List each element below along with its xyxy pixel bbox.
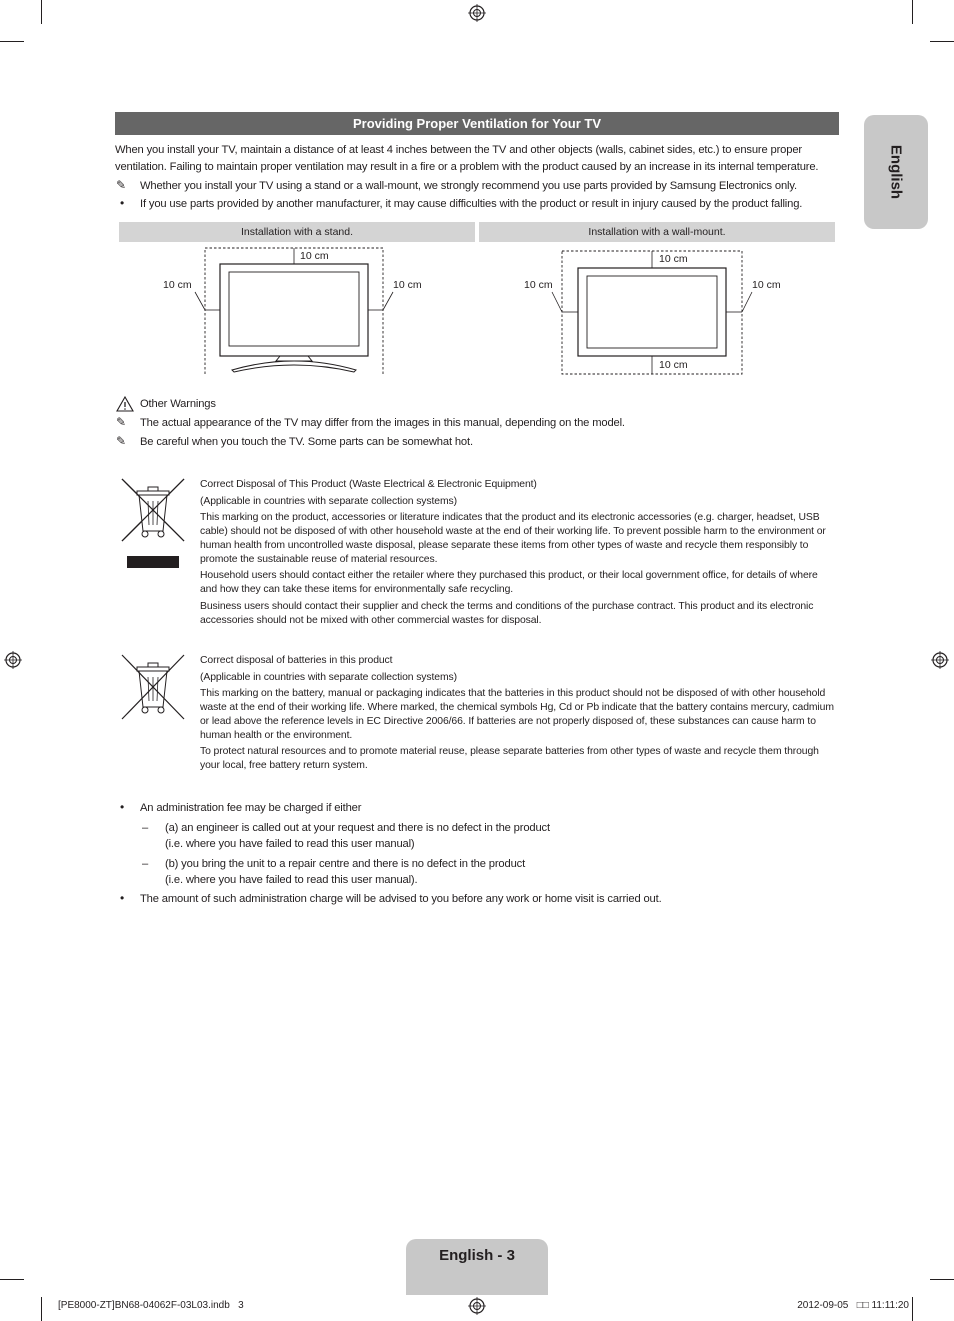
wall-right-distance: 10 cm bbox=[752, 279, 781, 291]
tv-wall-mount-diagram bbox=[510, 244, 800, 378]
registration-mark-icon bbox=[468, 1297, 486, 1315]
language-tab bbox=[864, 115, 928, 229]
crossed-out-bin-icon bbox=[120, 477, 186, 569]
crossed-out-battery-bin-icon bbox=[120, 653, 186, 721]
warning-item: Be careful when you touch the TV. Some parts can be somewhat hot. bbox=[140, 436, 473, 448]
battery-title: Correct disposal of batteries in this product bbox=[200, 655, 393, 666]
admin-condition-text: (i.e. where you have failed to read this user manual) bbox=[165, 838, 415, 850]
crop-mark bbox=[912, 1297, 913, 1321]
admin-condition-text: (i.e. where you have failed to read this user manual). bbox=[165, 874, 418, 886]
wall-left-distance: 10 cm bbox=[524, 279, 553, 291]
crop-mark bbox=[930, 41, 954, 42]
note-icon: ✎ bbox=[116, 434, 127, 448]
diagram-stand-title: Installation with a stand. bbox=[119, 222, 475, 242]
diagram-wall-title: Installation with a wall-mount. bbox=[479, 222, 835, 242]
crop-mark bbox=[912, 0, 913, 24]
stand-right-distance: 10 cm bbox=[393, 279, 422, 291]
admin-condition-text: (b) you bring the unit to a repair centre and there is no defect in the product bbox=[165, 858, 526, 870]
language-tab-label: English bbox=[887, 144, 905, 200]
registration-mark-icon bbox=[931, 651, 949, 669]
stand-top-distance: 10 cm bbox=[300, 250, 329, 262]
weee-paragraph: Business users should contact their supplier and check the terms and conditions of the purchase contract. This product and its electronic accessories should not be mixed with other commercial wastes for disposal. bbox=[200, 601, 814, 626]
registration-mark-icon bbox=[4, 651, 22, 669]
admin-fee-text: An administration fee may be charged if either bbox=[140, 802, 362, 814]
admin-condition-text: (a) an engineer is called out at your request and there is no defect in the product bbox=[165, 822, 550, 834]
crop-mark bbox=[0, 1279, 24, 1280]
stand-left-distance: 10 cm bbox=[163, 279, 192, 291]
registration-mark-icon bbox=[468, 4, 486, 22]
tv-stand-diagram bbox=[150, 244, 440, 378]
page-number: English - 3 bbox=[439, 1247, 515, 1264]
dash-icon: – bbox=[142, 822, 149, 834]
section-title: Providing Proper Ventilation for Your TV bbox=[115, 112, 839, 135]
crop-mark bbox=[41, 1297, 42, 1321]
weee-title: Correct Disposal of This Product (Waste Electrical & Electronic Equipment) bbox=[200, 479, 537, 490]
other-warnings-title: Other Warnings bbox=[140, 398, 216, 410]
bullet-icon: • bbox=[120, 891, 125, 905]
crop-mark bbox=[930, 1279, 954, 1280]
wall-top-distance: 10 cm bbox=[659, 253, 688, 265]
bullet-text: If you use parts provided by another manufacturer, it may cause difficulties with the product or result in injury caused by the product falling. bbox=[140, 198, 803, 210]
page-number-tab bbox=[406, 1239, 548, 1295]
admin-charge-text: The amount of such administration charge will be advised to you before any work or home visit is carried out. bbox=[140, 893, 662, 905]
crop-mark bbox=[41, 0, 42, 24]
weee-paragraph: Household users should contact either the retailer where they purchased this product, or their local government office, for details of where and how they can take these items for environmentally safe recycling. bbox=[200, 570, 818, 595]
crop-mark bbox=[0, 41, 24, 42]
bullet-icon: • bbox=[120, 800, 125, 814]
weee-subtitle: (Applicable in countries with separate collection systems) bbox=[200, 496, 457, 507]
wall-bottom-distance: 10 cm bbox=[659, 359, 688, 371]
dash-icon: – bbox=[142, 858, 149, 870]
battery-paragraph: To protect natural resources and to promote material reuse, please separate batteries from other types of waste and recycle them through your local, free battery return system. bbox=[200, 746, 819, 771]
note-text: Whether you install your TV using a stand or a wall-mount, we strongly recommend you use parts provided by Samsung Electronics only. bbox=[140, 180, 797, 192]
note-icon: ✎ bbox=[116, 178, 127, 192]
bullet-icon: • bbox=[120, 196, 125, 210]
note-icon: ✎ bbox=[116, 415, 127, 429]
warning-item: The actual appearance of the TV may differ from the images in this manual, depending on the model. bbox=[140, 417, 625, 429]
battery-paragraph: This marking on the battery, manual or packaging indicates that the batteries in this product should not be disposed of with other household waste at the end of their working life. Where marked, the chemical symbols Hg, Cd or Pb indicate that the battery contains mercury, cadmium or lead above the reference levels in EC Directive 2006/66. If batteries are not properly disposed of, these substances can cause harm to human health or the environment. bbox=[200, 688, 834, 741]
intro-paragraph: When you install your TV, maintain a distance of at least 4 inches between the TV and other objects (walls, cabinet sides, etc.) to ensure proper ventilation. Failing to maintain proper ventilation may result in a fire or a problem with the product caused by an increase in its internal temperature. bbox=[115, 144, 819, 173]
warning-icon bbox=[116, 396, 134, 412]
battery-subtitle: (Applicable in countries with separate collection systems) bbox=[200, 672, 457, 683]
footer-date: 2012-09-05 □□ 11:11:20 bbox=[797, 1300, 909, 1311]
footer-file-name: [PE8000-ZT]BN68-04062F-03L03.indb 3 bbox=[58, 1300, 244, 1311]
weee-paragraph: This marking on the product, accessories or literature indicates that the product and its electronic accessories (e.g. charger, headset, USB cable) should not be disposed of with other household waste at the end of their working life. To prevent possible harm to the environment or human health from uncontrolled waste disposal, please separate these items from other types of waste and recycle them responsibly to promote the sustainable reuse of material resources. bbox=[200, 512, 826, 565]
